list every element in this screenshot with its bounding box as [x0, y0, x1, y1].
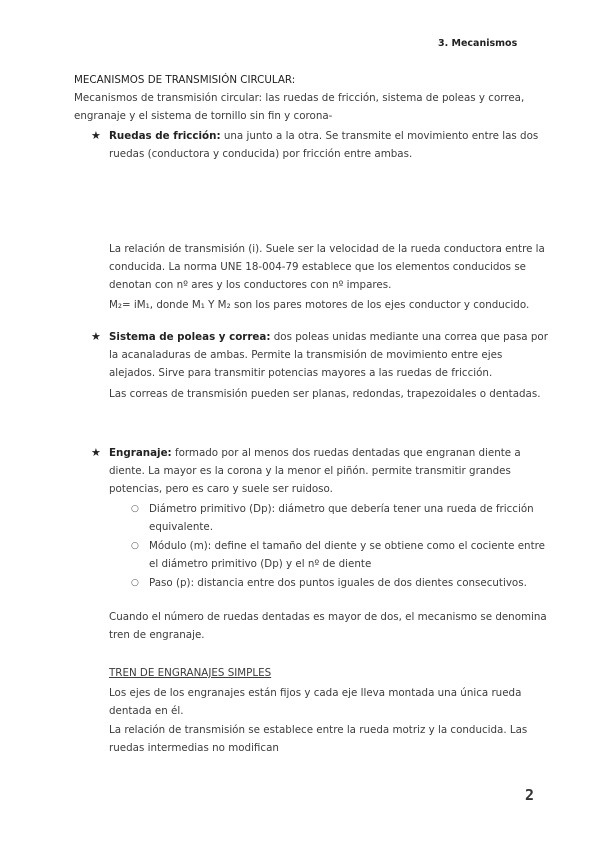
- star-bullet-icon: ★: [91, 330, 101, 343]
- poleas-extra-paragraph: Las correas de transmisión pueden ser planas, redondas, trapezoidales o dentadas.: [109, 388, 541, 400]
- bullet-friccion: [91, 127, 551, 163]
- sub-item-text: Paso (p): distancia entre dos puntos iguales de dos dientes consecutivos.: [149, 577, 527, 589]
- tren-paragraph: Cuando el número de ruedas dentadas es mayor de dos, el mecanismo se denomina tren de engranaje.: [109, 611, 547, 641]
- bullet-label: Sistema de poleas y correa:: [109, 331, 271, 343]
- bullet-text: [109, 328, 551, 382]
- bullet-body: una junto a la otra. Se transmite el movimiento entre las dos ruedas (conductora y conducida) por fricción entre ambas.: [109, 130, 539, 160]
- tren-simple-paragraph-2: La relación de transmisión se establece entre la rueda motriz y la conducida. Las ruedas intermedias no modifican: [109, 724, 528, 754]
- bullet-label: Ruedas de fricción:: [109, 130, 221, 142]
- section-title: MECANISMOS DE TRANSMISIÓN CIRCULAR:: [74, 74, 296, 86]
- bullet-text: [109, 127, 551, 163]
- sub-item-modulo: [131, 537, 551, 573]
- friccion-relation-paragraph: La relación de transmisión (i). Suele ser la velocidad de la rueda conductora entre la conducida. La norma UNE 18-004-79 establece que los elementos conducidos se denotan con nº ares y los conductores con nº impares.: [109, 243, 545, 291]
- star-bullet-icon: ★: [91, 129, 101, 142]
- bullet-text: [109, 444, 551, 498]
- sub-item-diametro: [131, 500, 551, 536]
- circle-bullet-icon: ○: [131, 504, 139, 514]
- bullet-poleas: [91, 328, 551, 382]
- bullet-body: dos poleas unidas mediante una correa que pasa por la acanaladuras de ambas. Permite la transmisión de movimiento entre ejes alejados. Sirve para transmitir potencias mayores a las ruedas de fricción.: [109, 331, 548, 379]
- subsection-heading: TREN DE ENGRANAJES SIMPLES: [109, 667, 272, 679]
- sub-item-text: Diámetro primitivo (Dp): diámetro que debería tener una rueda de fricción equivalente.: [149, 503, 534, 533]
- intro-paragraph: Mecanismos de transmisión circular: las ruedas de fricción, sistema de poleas y correa, engranaje y el sistema de tornillo sin fin y corona-: [74, 92, 525, 122]
- sub-item-paso: [131, 574, 551, 592]
- sub-item-text: Módulo (m): define el tamaño del diente y se obtiene como el cociente entre el diámetro primitivo (Dp) y el nº de diente: [149, 540, 545, 570]
- circle-bullet-icon: ○: [131, 578, 139, 588]
- friccion-formula: M₂= iM₁, donde M₁ Y M₂ son los pares motores de los ejes conductor y conducido.: [109, 299, 530, 311]
- bullet-body: formado por al menos dos ruedas dentadas que engranan diente a diente. La mayor es la corona y la menor el piñón. permite transmitir grandes potencias, pero es caro y suele ser ruidoso.: [109, 447, 521, 495]
- bullet-engranaje: [91, 444, 551, 498]
- tren-simple-paragraph-1: Los ejes de los engranajes están fijos y cada eje lleva montada una única rueda dentada en él.: [109, 687, 522, 717]
- bullet-label: Engranaje:: [109, 447, 172, 459]
- star-bullet-icon: ★: [91, 446, 101, 459]
- circle-bullet-icon: ○: [131, 541, 139, 551]
- page-number: 2: [525, 786, 535, 804]
- chapter-header: 3. Mecanismos: [438, 38, 518, 49]
